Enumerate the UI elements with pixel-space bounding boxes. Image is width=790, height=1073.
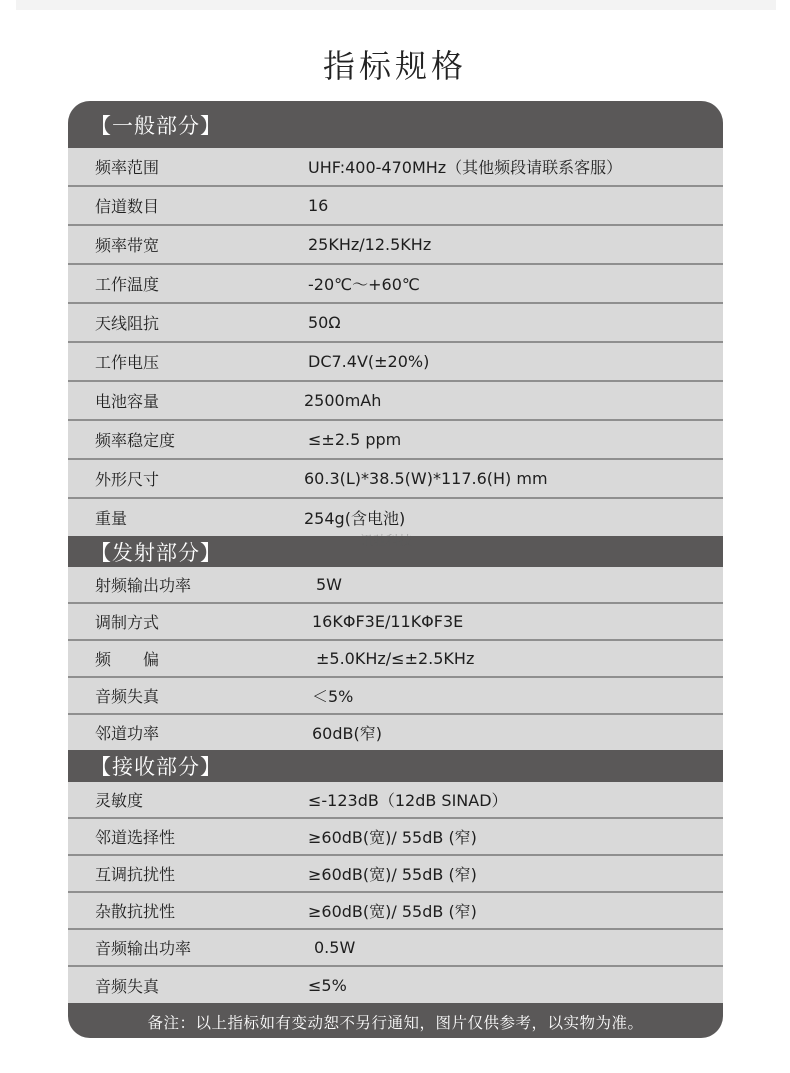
section-header-transmit: 【发射部分】 (68, 536, 723, 567)
watermark: 讯驰科技 (360, 534, 413, 549)
spec-value: ＜5% (312, 687, 354, 706)
spec-value: 254g(含电池) (304, 509, 406, 528)
spec-value: 16 (308, 196, 329, 215)
spec-row (68, 930, 723, 967)
spec-value: ≥60dB(宽)/ 55dB (窄) (308, 902, 477, 921)
spec-value: UHF:400-470MHz（其他频段请联系客服） (308, 158, 623, 177)
spec-label: 邻道功率 (95, 724, 160, 743)
section-header-receive: 【接收部分】 (68, 750, 723, 782)
top-strip (16, 0, 776, 10)
spec-label: 频率带宽 (95, 236, 160, 255)
spec-row (68, 187, 723, 226)
spec-row (68, 460, 723, 499)
spec-value: 2500mAh (304, 391, 382, 410)
spec-value: ±5.0KHz/≤±2.5KHz (316, 649, 475, 668)
spec-label: 频率稳定度 (95, 431, 176, 450)
spec-label: 频率范围 (95, 158, 160, 177)
spec-row (68, 819, 723, 856)
spec-label: 电池容量 (95, 392, 160, 411)
spec-value: 5W (316, 575, 342, 594)
spec-row (68, 641, 723, 678)
spec-row (68, 265, 723, 304)
spec-value: 60.3(L)*38.5(W)*117.6(H) mm (304, 469, 548, 488)
page-title: 指标规格 (322, 47, 467, 85)
spec-value: ≤±2.5 ppm (308, 430, 402, 449)
spec-row (68, 678, 723, 715)
spec-value: ≤5% (308, 975, 347, 995)
spec-label: 工作温度 (95, 275, 160, 294)
footer-note: 备注：以上指标如有变动恕不另行通知，图片仅供参考，以实物为准。 (68, 1003, 723, 1038)
section-general (68, 148, 723, 536)
spec-row (68, 604, 723, 641)
spec-value: ≤-123dB（12dB SINAD） (308, 791, 508, 810)
spec-value: 60dB(窄) (312, 724, 382, 743)
spec-label: 射频输出功率 (95, 576, 192, 595)
spec-label: 外形尺寸 (95, 470, 160, 489)
spec-label: 邻道选择性 (95, 828, 176, 847)
spec-row (68, 715, 723, 750)
spec-value: DC7.4V(±20%) (308, 352, 430, 371)
spec-value: 0.5W (314, 938, 356, 957)
spec-row (68, 148, 723, 187)
spec-row (68, 343, 723, 382)
spec-value: -20℃～+60℃ (308, 275, 420, 294)
spec-row (68, 967, 723, 1003)
spec-value: ≥60dB(宽)/ 55dB (窄) (308, 865, 477, 884)
spec-row (68, 567, 723, 604)
spec-row (68, 382, 723, 421)
spec-card (68, 101, 723, 1038)
section-transmit (68, 567, 723, 750)
spec-label: 工作电压 (95, 353, 160, 372)
spec-row (68, 421, 723, 460)
spec-value: 50Ω (308, 313, 341, 332)
spec-label: 天线阻抗 (95, 314, 160, 333)
spec-row (68, 499, 723, 536)
section-header-general: 【一般部分】 (68, 101, 723, 148)
spec-label: 调制方式 (95, 613, 160, 632)
spec-label: 重量 (95, 509, 128, 528)
spec-row (68, 782, 723, 819)
spec-value: 16KΦF3E/11KΦF3E (312, 612, 464, 631)
spec-value: 25KHz/12.5KHz (308, 235, 432, 254)
spec-label: 音频失真 (95, 976, 160, 996)
spec-label: 灵敏度 (95, 791, 144, 810)
spec-label: 音频输出功率 (95, 939, 192, 958)
spec-value: ≥60dB(宽)/ 55dB (窄) (308, 828, 477, 847)
spec-row (68, 856, 723, 893)
spec-label: 频 偏 (95, 650, 160, 669)
section-receive (68, 782, 723, 1003)
spec-row (68, 893, 723, 930)
spec-label: 信道数目 (95, 197, 160, 216)
spec-label: 音频失真 (95, 687, 160, 706)
spec-row (68, 304, 723, 343)
spec-label: 杂散抗扰性 (95, 902, 176, 921)
spec-row (68, 226, 723, 265)
spec-label: 互调抗扰性 (95, 865, 176, 884)
